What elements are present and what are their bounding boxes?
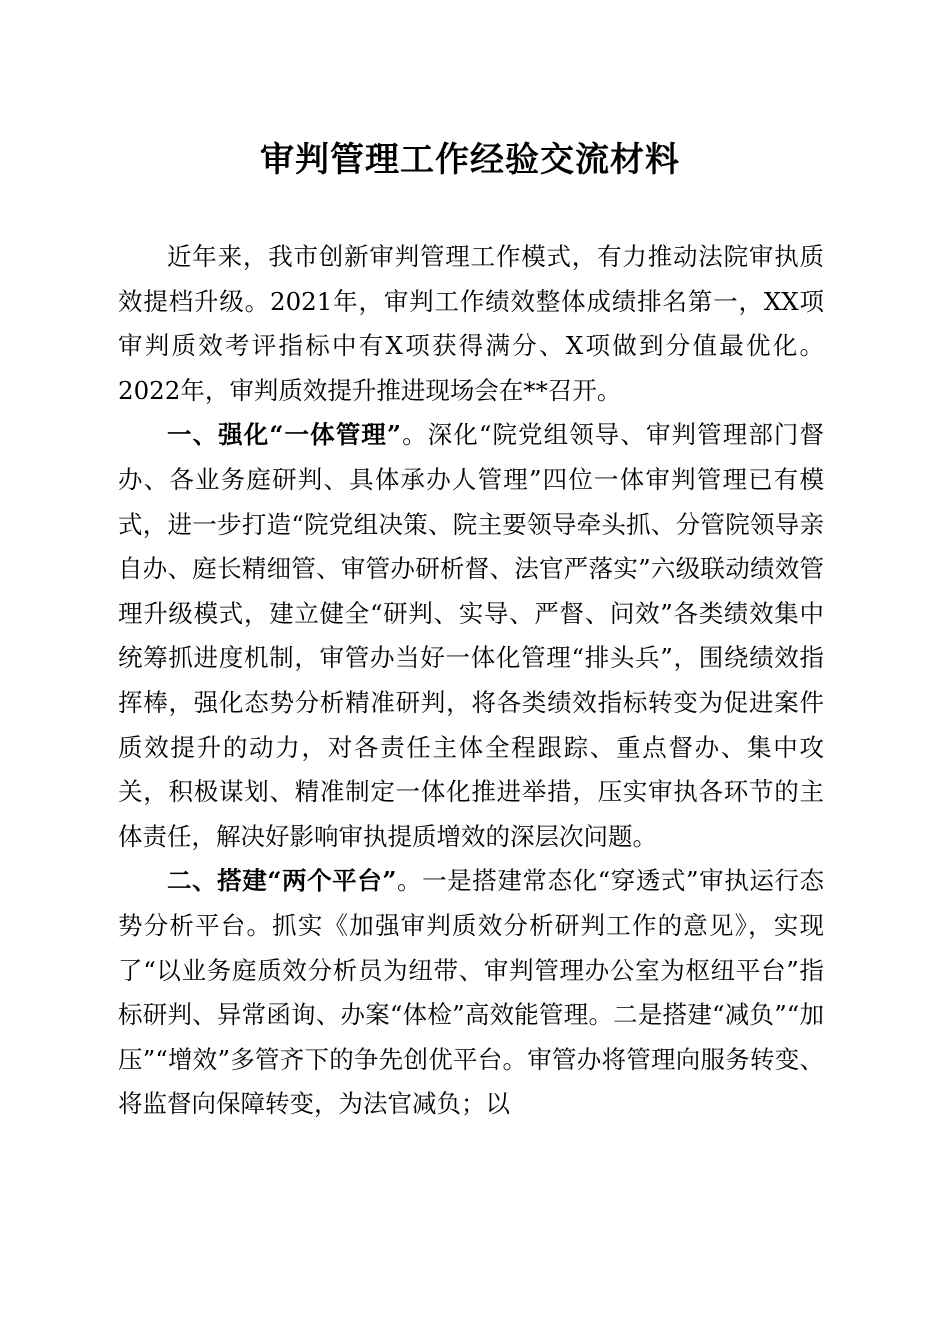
paragraph-text: 近年来，我市创新审判管理工作模式，有力推动法院审执质效提档升级。2021年，审判工作绩效整体成绩排名第一，XX项审判质效考评指标中有X项获得满分、X项做到分值最优化。2022年，审判质效提升推进现场会在**召开。 [118, 242, 824, 405]
paragraph-text: 。一是搭建常态化“穿透式”审执运行态势分析平台。抓实《加强审判质效分析研判工作的意见》，实现了“以业务庭质效分析员为纽带、审判管理办公室为枢纽平台”指标研判、异常函询、办案“体检”高效能管理。二是搭建“减负”“加压”“增效”多管齐下的争先创优平台。审管办将管理向服务转变、将监督向保障转变，为法官减负；以 [118, 866, 824, 1119]
section-one-paragraph [118, 413, 824, 859]
document-body [118, 235, 824, 1127]
section-two-paragraph [118, 859, 824, 1127]
paragraph-text: 。深化“院党组领导、审判管理部门督办、各业务庭研判、具体承办人管理”四位一体审判管理已有模式，进一步打造“院党组决策、院主要领导牵头抓、分管院领导亲自办、庭长精细管、审管办研析督、法官严落实”六级联动绩效管理升级模式，建立健全“研判、实导、严督、问效”各类绩效集中统筹抓进度机制，审管办当好一体化管理“排头兵”，围绕绩效指挥棒，强化态势分析精准研判，将各类绩效指标转变为促进案件质效提升的动力，对各责任主体全程跟踪、重点督办、集中攻关，积极谋划、精准制定一体化推进举措，压实审执各环节的主体责任，解决好影响审执提质增效的深层次问题。 [118, 420, 824, 851]
intro-paragraph [118, 235, 824, 413]
section-heading: 二、搭建“两个平台” [167, 866, 397, 896]
section-heading: 一、强化“一体管理” [167, 420, 401, 450]
document-title: 审判管理工作经验交流材料 [260, 140, 680, 180]
